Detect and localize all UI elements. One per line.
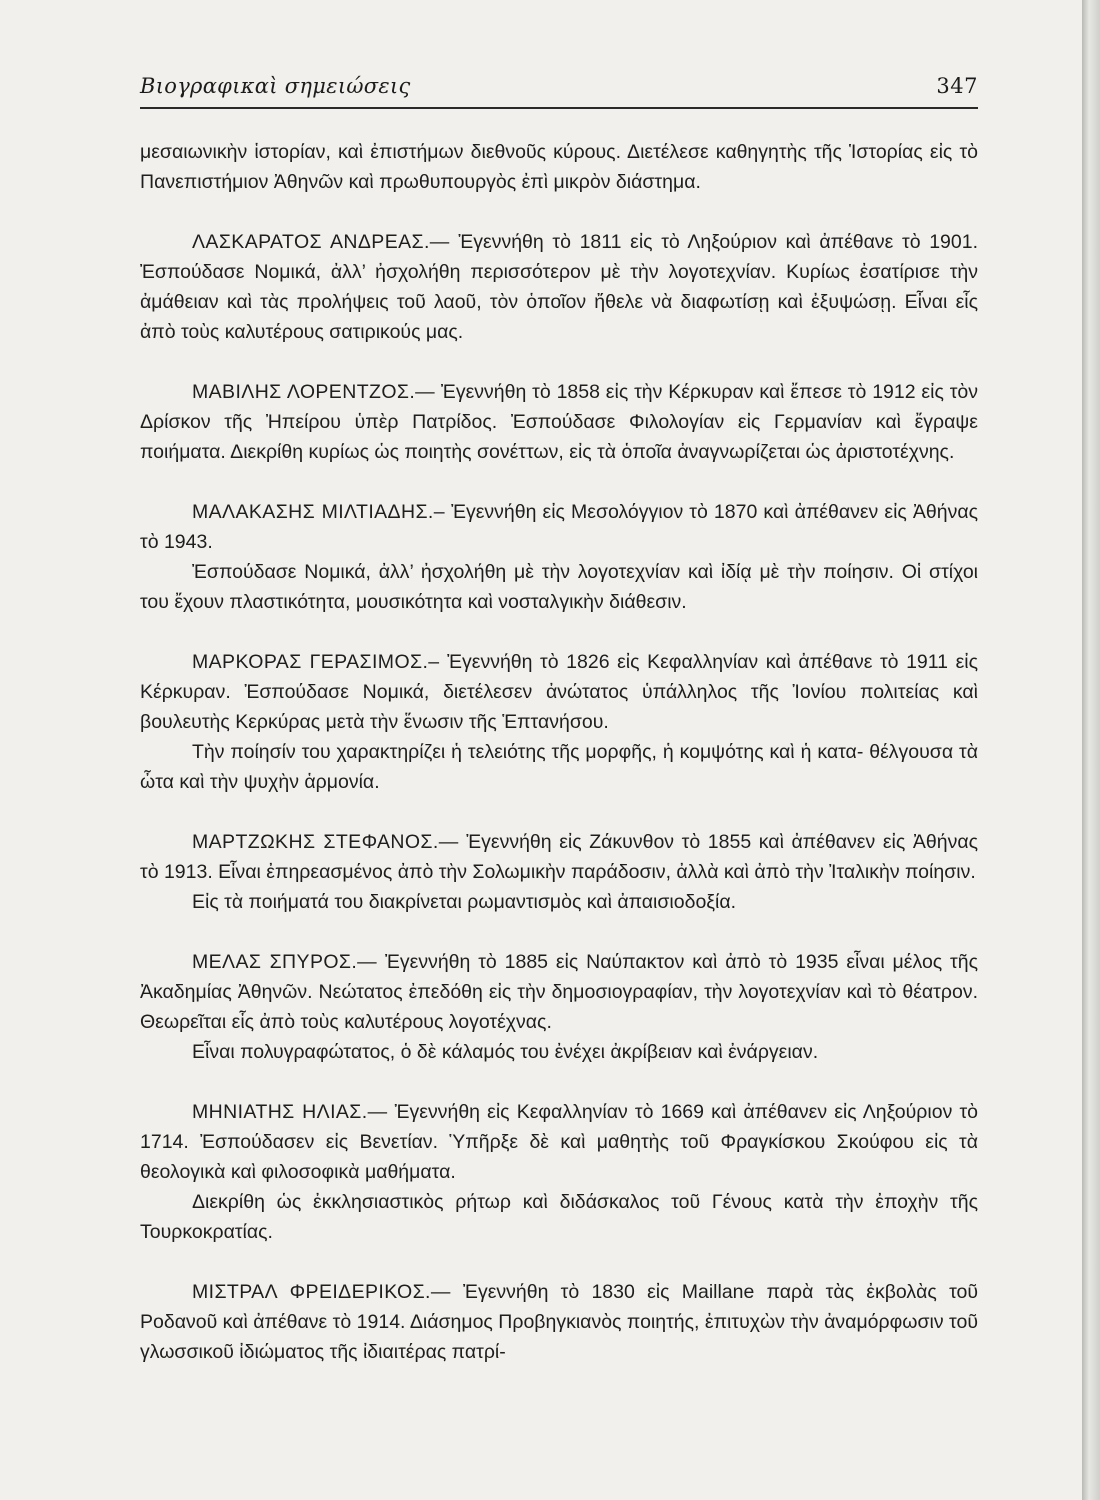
entry-continuation: Διεκρίθη ὡς ἐκκλησιαστικὸς ρήτωρ καὶ διδάσκαλος τοῦ Γένους κατὰ τὴν ἐποχὴν τῆς Τουρκοκρατίας. <box>140 1191 978 1243</box>
entry-name: ΜΑΒΙΛΗΣ ΛΟΡΕΝΤΖΟΣ.— <box>192 381 436 403</box>
entry-text: Ἐγεννήθη εἰς Κεφαλληνίαν τὸ 1669 καὶ ἀπέθανεν εἰς Ληξούριον τὸ 1714. Ἐσπούδασεν εἰς Βενετίαν. Ὑπῆρξε δὲ καὶ μαθητὴς τοῦ Φραγκίσκου Σκούφου εἰς τὰ θεολογικὰ καὶ φιλοσοφικὰ μαθήματα. <box>140 1101 978 1183</box>
entry-name: ΜΑΛΑΚΑΣΗΣ ΜΙΛΤΙΑΔΗΣ.– <box>192 501 445 523</box>
entry-continuation: Εἶναι πολυγραφώτατος, ὁ δὲ κάλαμός του ἐνέχει ἀκρίβειαν καὶ ἐνάργειαν. <box>192 1041 819 1063</box>
page-edge <box>1082 0 1100 1500</box>
entry-continuation: Τὴν ποίησίν του χαρακτηρίζει ἡ τελειότης τῆς μορφῆς, ἡ κομψότης καὶ ἡ κατα- θέλγουσα τὰ ὦτα καὶ τὴν ψυχὴν ἁρμονία. <box>140 741 978 793</box>
entry-mistral <box>140 1277 978 1367</box>
entry-text: Ἐγεννήθη τὸ 1811 εἰς τὸ Ληξούριον καὶ ἀπέθανε τὸ 1901. Ἐσπούδασε Νομικά, ἀλλ’ ἠσχολήθη περισσότερον μὲ τὴν λογοτεχνίαν. Κυρίως ἐσατίρισε τὴν ἀμάθειαν καὶ τὰς προλήψεις τοῦ λαοῦ, τὸν ὁποῖον ἤθελε νὰ διαφωτίσῃ καὶ ἐξυψώσῃ. Εἶναι εἷς ἀπὸ τοὺς καλυτέρους σατιρικούς μας. <box>140 231 979 343</box>
entry-continuation: Ἐσπούδασε Νομικά, ἀλλ’ ἠσχολήθη μὲ τὴν λογοτεχνίαν καὶ ἰδίᾳ μὲ τὴν ποίησιν. Οἱ στίχοι του ἔχουν πλαστικότητα, μουσικότητα καὶ νοσταλγικὴν διάθεσιν. <box>140 561 978 613</box>
entry-text: Ἐγεννήθη τὸ 1885 εἰς Ναύπακτον καὶ ἀπὸ τὸ 1935 εἶναι μέλος τῆς Ἀκαδημίας Ἀθηνῶν. Νεώτατος ἐπεδόθη εἰς τὴν δημοσιογραφίαν, τὴν λογοτεχνίαν καὶ τὸ θέατρον. Θεωρεῖται εἷς ἀπὸ τοὺς καλυτέρους λογοτέχνας. <box>140 951 978 1033</box>
running-title: Βιογραφικαὶ σημειώσεις <box>140 74 411 98</box>
entry-text: Ἐγεννήθη τὸ 1826 εἰς Κεφαλληνίαν καὶ ἀπέθανε τὸ 1911 εἰς Κέρκυραν. Ἐσπούδασε Νομικά, διετέλεσεν ἀνώτατος ὑπάλληλος τῆς Ἰονίου πολιτείας καὶ βουλευτὴς Κερκύρας μετὰ τὴν ἕνωσιν τῆς Ἑπτανήσου. <box>140 651 978 733</box>
entry-mavilis <box>140 377 978 467</box>
page-header <box>140 72 978 102</box>
entry-name: ΜΕΛΑΣ ΣΠΥΡΟΣ.— <box>192 951 378 973</box>
entry-martzokis <box>140 827 978 917</box>
entry-continuation: Εἰς τὰ ποιήματά του διακρίνεται ρωμαντισμὸς καὶ ἀπαισιοδοξία. <box>192 891 737 913</box>
entry-name: ΜΑΡΤΖΩΚΗΣ ΣΤΕΦΑΝΟΣ.— <box>192 831 459 853</box>
entry-name: ΜΗΝΙΑΤΗΣ ΗΛΙΑΣ.— <box>192 1101 388 1123</box>
entry-malakasis <box>140 497 978 617</box>
entry-name: ΛΑΣΚΑΡΑΤΟΣ ΑΝΔΡΕΑΣ.— <box>192 231 450 253</box>
entry-text: Ἐγεννήθη εἰς Μεσολόγγιον τὸ 1870 καὶ ἀπέθανεν εἰς Ἀθήνας τὸ 1943. <box>140 501 978 553</box>
entry-laskaratos <box>140 227 978 347</box>
page-number: 347 <box>936 74 978 98</box>
entry-text: Ἐγεννήθη τὸ 1830 εἰς Maillane παρὰ τὰς ἐκβολὰς τοῦ Ροδανοῦ καὶ ἀπέθανε τὸ 1914. Διάσημος Προβηγκιανὸς ποιητής, ἐπιτυχὼν τὴν ἀναμόρφωσιν τοῦ γλωσσικοῦ ἰδιώματος τῆς ἰδιαιτέρας πατρί- <box>140 1281 979 1363</box>
header-rule <box>140 107 978 109</box>
entry-name: ΜΙΣΤΡΑΛ ΦΡΕΙΔΕΡΙΚΟΣ.— <box>192 1281 451 1303</box>
entry-melas <box>140 947 978 1067</box>
entry-markoras <box>140 647 978 797</box>
entry-text: Ἐγεννήθη τὸ 1858 εἰς τὴν Κέρκυραν καὶ ἔπεσε τὸ 1912 εἰς τὸν Δρίσκον τῆς Ἠπείρου ὑπὲρ Πατρίδος. Ἐσπούδασε Φιλολογίαν εἰς Γερμανίαν καὶ ἔγραψε ποιήματα. Διεκρίθη κυρίως ὡς ποιητὴς σονέττων, εἰς τὰ ὁποῖα ἀναγνωρίζεται ὡς ἀριστοτέχνης. <box>140 381 978 463</box>
entry-text: Ἐγεννήθη εἰς Ζάκυνθον τὸ 1855 καὶ ἀπέθανεν εἰς Ἀθήνας τὸ 1913. Εἶναι ἐπηρεασμένος ἀπὸ τὴν Σολωμικὴν παράδοσιν, ἀλλὰ καὶ ἀπὸ τὴν Ἰταλικὴν ποίησιν. <box>140 831 978 883</box>
page-body <box>140 137 978 1367</box>
intro-paragraph: μεσαιωνικὴν ἱστορίαν, καὶ ἐπιστήμων διεθνοῦς κύρους. Διετέλεσε καθηγητὴς τῆς Ἱστορίας εἰς τὸ Πανεπιστήμιον Ἀθηνῶν καὶ πρωθυπουργὸς ἐπὶ μικρὸν διάστημα. <box>140 141 978 193</box>
entry-miniatis <box>140 1097 978 1247</box>
entry-name: ΜΑΡΚΟΡΑΣ ΓΕΡΑΣΙΜΟΣ.– <box>192 651 440 673</box>
